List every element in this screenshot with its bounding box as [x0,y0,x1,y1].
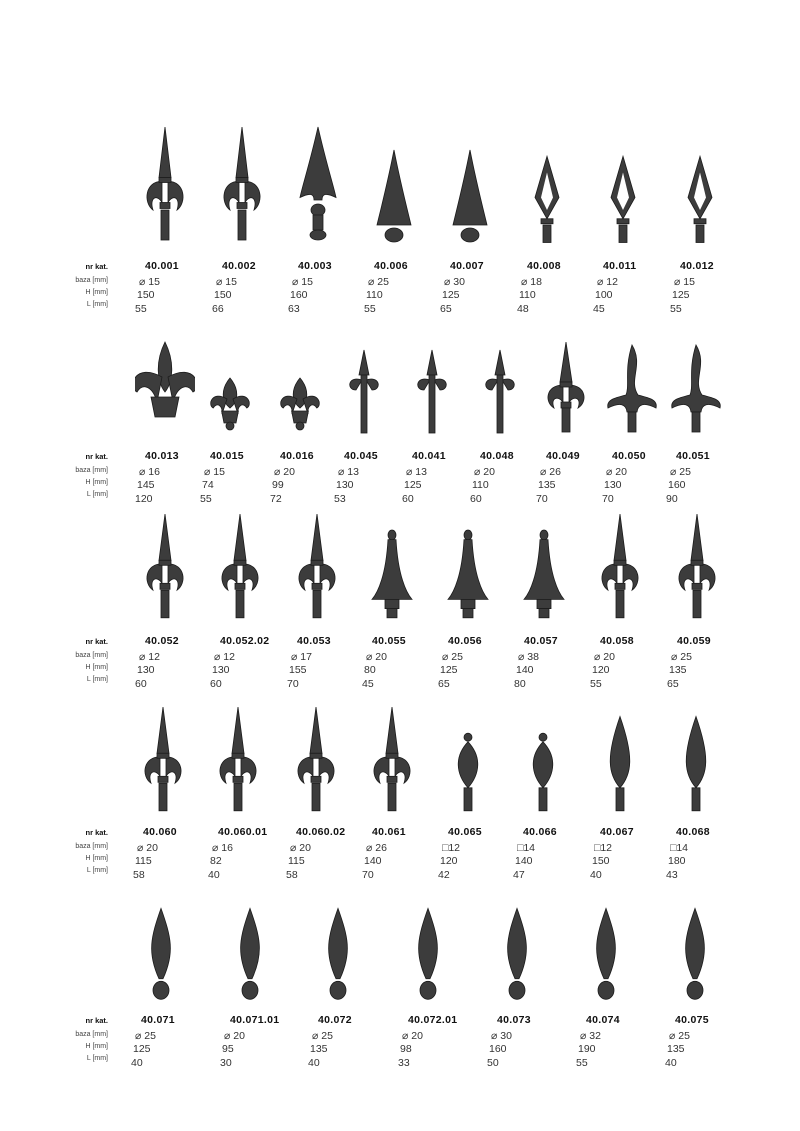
base-value: ⌀ 15 [204,466,225,478]
base-value: ⌀ 25 [442,651,463,663]
height-value: 130 [336,479,354,491]
diamond-open-icon [670,125,730,250]
catalog-number: 40.061 [372,826,406,838]
catalog-number: 40.049 [546,450,580,462]
base-value: ⌀ 20 [224,1030,245,1042]
height-value: 125 [440,664,458,676]
diamond-knob-icon [487,900,547,1005]
bell-icon [514,512,574,627]
diamond-knob-icon [665,900,725,1005]
length-value: 40 [665,1057,677,1069]
fleur-spear-icon [667,512,727,627]
base-value: ⌀ 25 [135,1030,156,1042]
length-value: 55 [364,303,376,315]
catalog-number: 40.066 [523,826,557,838]
lily-small-icon [270,340,330,440]
catalog-number: 40.012 [680,260,714,272]
catalog-number: 40.072 [318,1014,352,1026]
fleur-spear-icon [590,512,650,627]
row-label-catalog: nr kat. [85,637,108,646]
catalog-number: 40.056 [448,635,482,647]
row-label-height: H [mm] [85,479,108,486]
catalog-number: 40.011 [603,260,637,272]
base-value: ⌀ 13 [338,466,359,478]
base-value: ⌀ 20 [290,842,311,854]
height-value: 135 [669,664,687,676]
height-value: 98 [400,1043,412,1055]
row-label-length: L [mm] [86,301,108,308]
length-value: 45 [362,678,374,690]
catalog-number: 40.053 [297,635,331,647]
row-label-catalog: nr kat. [85,452,108,461]
catalog-number: 40.060.02 [296,826,346,838]
base-value: ⌀ 38 [518,651,539,663]
fleur-spear-icon [362,705,422,820]
length-value: 40 [208,869,220,881]
length-value: 55 [590,678,602,690]
catalog-number: 40.071.01 [230,1014,280,1026]
row-label-height: H [mm] [85,289,108,296]
length-value: 53 [334,493,346,505]
length-value: 65 [440,303,452,315]
height-value: 190 [578,1043,596,1055]
height-value: 140 [364,855,382,867]
diamond-knob-icon [398,900,458,1005]
length-value: 45 [593,303,605,315]
catalog-number: 40.045 [344,450,378,462]
slim-spear-icon [334,340,394,440]
fleur-spear-icon [212,125,272,250]
bell-icon [362,512,422,627]
fleur-spear-icon [287,512,347,627]
length-value: 50 [487,1057,499,1069]
length-value: 58 [286,869,298,881]
leaf-ball-icon [438,705,498,820]
catalog-number: 40.058 [600,635,634,647]
leaf-icon [666,705,726,820]
length-value: 70 [287,678,299,690]
height-value: 155 [289,664,307,676]
base-value: ⌀ 12 [214,651,235,663]
base-value: □12 [442,842,461,854]
length-value: 60 [402,493,414,505]
height-value: 135 [538,479,556,491]
row-label-base: baza [mm] [75,1031,108,1038]
row-label-height: H [mm] [85,855,108,862]
flame-icon [666,340,726,440]
length-value: 47 [513,869,525,881]
base-value: ⌀ 25 [671,651,692,663]
height-value: 115 [135,855,152,867]
base-value: ⌀ 25 [312,1030,333,1042]
length-value: 58 [133,869,145,881]
catalog-number: 40.003 [298,260,332,272]
slim-spear-icon [402,340,462,440]
flame-icon [602,340,662,440]
catalog-number: 40.008 [527,260,561,272]
diamond-open-icon [593,125,653,250]
length-value: 60 [210,678,222,690]
length-value: 40 [131,1057,143,1069]
catalog-number: 40.013 [145,450,179,462]
diamond-knob-icon [131,900,191,1005]
height-value: 150 [592,855,610,867]
height-value: 95 [222,1043,234,1055]
height-value: 180 [668,855,686,867]
base-value: ⌀ 15 [139,276,160,288]
height-value: 130 [604,479,622,491]
catalog-number: 40.059 [677,635,711,647]
slim-spear-icon [470,340,530,440]
base-value: ⌀ 32 [580,1030,601,1042]
length-value: 55 [135,303,147,315]
height-value: 135 [667,1043,685,1055]
base-value: ⌀ 25 [669,1030,690,1042]
length-value: 65 [667,678,679,690]
length-value: 72 [270,493,282,505]
catalog-number: 40.075 [675,1014,709,1026]
bell-icon [438,512,498,627]
length-value: 66 [212,303,224,315]
diamond-knob-icon [220,900,280,1005]
row-label-height: H [mm] [85,664,108,671]
base-value: ⌀ 20 [474,466,495,478]
catalog-number: 40.072.01 [408,1014,458,1026]
lily-small-icon [200,340,260,440]
row-label-length: L [mm] [86,867,108,874]
length-value: 42 [438,869,450,881]
catalog-number: 40.016 [280,450,314,462]
catalog-number: 40.050 [612,450,646,462]
length-value: 70 [362,869,374,881]
length-value: 40 [308,1057,320,1069]
row-label-height: H [mm] [85,1043,108,1050]
height-value: 150 [137,289,155,301]
catalog-number: 40.073 [497,1014,531,1026]
height-value: 125 [133,1043,151,1055]
row-label-length: L [mm] [86,491,108,498]
lily-large-icon [135,340,195,440]
height-value: 99 [272,479,284,491]
catalog-number: 40.051 [676,450,710,462]
row-label-catalog: nr kat. [85,1016,108,1025]
fleur-spear-icon [135,125,195,250]
height-value: 74 [202,479,214,491]
arrow-spear-icon [288,125,348,250]
height-value: 135 [310,1043,328,1055]
height-value: 110 [472,479,489,491]
row-label-length: L [mm] [86,676,108,683]
length-value: 30 [220,1057,232,1069]
height-value: 140 [516,664,534,676]
row-label-base: baza [mm] [75,843,108,850]
height-value: 125 [672,289,690,301]
length-value: 80 [514,678,526,690]
height-value: 125 [442,289,460,301]
catalog-number: 40.068 [676,826,710,838]
base-value: □14 [517,842,536,854]
catalog-number: 40.007 [450,260,484,272]
catalog-number: 40.060 [143,826,177,838]
length-value: 33 [398,1057,410,1069]
diamond-knob-icon [308,900,368,1005]
height-value: 110 [366,289,383,301]
height-value: 125 [404,479,422,491]
catalog-number: 40.060.01 [218,826,268,838]
base-value: ⌀ 20 [594,651,615,663]
base-value: ⌀ 30 [444,276,465,288]
catalog-number: 40.067 [600,826,634,838]
base-value: ⌀ 15 [674,276,695,288]
height-value: 140 [515,855,533,867]
catalog-number: 40.006 [374,260,408,272]
base-value: ⌀ 20 [274,466,295,478]
fleur-spear-icon [133,705,193,820]
length-value: 48 [517,303,529,315]
height-value: 130 [137,664,155,676]
base-value: ⌀ 12 [139,651,160,663]
height-value: 115 [288,855,305,867]
catalog-number: 40.001 [145,260,179,272]
length-value: 65 [438,678,450,690]
length-value: 60 [470,493,482,505]
row-label-base: baza [mm] [75,277,108,284]
catalog-number: 40.057 [524,635,558,647]
fleur-spear-icon [536,340,596,440]
base-value: ⌀ 20 [606,466,627,478]
base-value: □12 [594,842,613,854]
height-value: 80 [364,664,376,676]
base-value: ⌀ 20 [137,842,158,854]
row-label-catalog: nr kat. [85,828,108,837]
catalog-number: 40.052.02 [220,635,270,647]
length-value: 70 [602,493,614,505]
cone-spear-icon [364,125,424,250]
length-value: 70 [536,493,548,505]
catalog-number: 40.052 [145,635,179,647]
base-value: ⌀ 26 [540,466,561,478]
length-value: 43 [666,869,678,881]
base-value: ⌀ 13 [406,466,427,478]
diamond-crown-icon [517,125,577,250]
leaf-ball-icon [513,705,573,820]
length-value: 63 [288,303,300,315]
fleur-spear-icon [208,705,268,820]
length-value: 40 [590,869,602,881]
base-value: ⌀ 15 [216,276,237,288]
height-value: 160 [489,1043,507,1055]
height-value: 100 [595,289,613,301]
length-value: 55 [576,1057,588,1069]
catalog-number: 40.074 [586,1014,620,1026]
cone-spear-icon [440,125,500,250]
catalog-number: 40.002 [222,260,256,272]
length-value: 90 [666,493,678,505]
catalog-number: 40.071 [141,1014,175,1026]
catalog-number: 40.041 [412,450,446,462]
leaf-icon [590,705,650,820]
base-value: □14 [670,842,689,854]
fleur-spear-icon [286,705,346,820]
height-value: 150 [214,289,232,301]
row-label-length: L [mm] [86,1055,108,1062]
height-value: 160 [290,289,308,301]
catalog-number: 40.048 [480,450,514,462]
height-value: 120 [592,664,610,676]
diamond-knob-icon [576,900,636,1005]
base-value: ⌀ 26 [366,842,387,854]
catalog-number: 40.015 [210,450,244,462]
height-value: 130 [212,664,230,676]
base-value: ⌀ 30 [491,1030,512,1042]
height-value: 160 [668,479,686,491]
length-value: 55 [670,303,682,315]
base-value: ⌀ 18 [521,276,542,288]
base-value: ⌀ 25 [368,276,389,288]
length-value: 55 [200,493,212,505]
length-value: 120 [135,493,153,505]
base-value: ⌀ 12 [597,276,618,288]
base-value: ⌀ 20 [366,651,387,663]
base-value: ⌀ 25 [670,466,691,478]
height-value: 145 [137,479,155,491]
height-value: 110 [519,289,536,301]
height-value: 82 [210,855,222,867]
base-value: ⌀ 16 [139,466,160,478]
row-label-catalog: nr kat. [85,262,108,271]
catalog-number: 40.055 [372,635,406,647]
fleur-spear-icon [210,512,270,627]
row-label-base: baza [mm] [75,652,108,659]
height-value: 120 [440,855,458,867]
base-value: ⌀ 20 [402,1030,423,1042]
length-value: 60 [135,678,147,690]
row-label-base: baza [mm] [75,467,108,474]
catalog-number: 40.065 [448,826,482,838]
base-value: ⌀ 17 [291,651,312,663]
base-value: ⌀ 15 [292,276,313,288]
base-value: ⌀ 16 [212,842,233,854]
fleur-spear-icon [135,512,195,627]
